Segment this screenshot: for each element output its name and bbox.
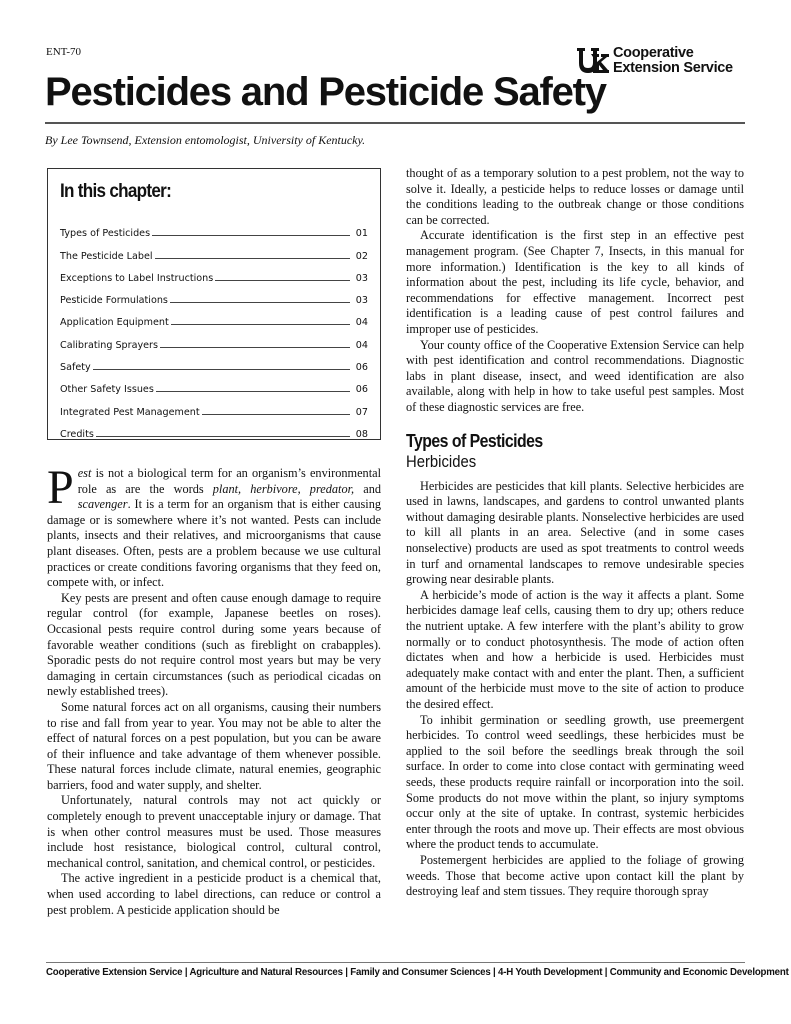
toc-item-label: Application Equipment bbox=[60, 317, 169, 329]
toc-item-label: Safety bbox=[60, 362, 91, 374]
toc-item-page: 07 bbox=[355, 406, 368, 418]
toc-item-page: 08 bbox=[355, 428, 368, 440]
term-pest: est bbox=[77, 466, 92, 480]
toc-heading: In this chapter: bbox=[60, 181, 172, 202]
footer-divider bbox=[46, 962, 745, 963]
toc-item-page: 04 bbox=[355, 317, 368, 329]
paragraph-key-pests: Key pests are present and often cause enough damage to require regular control (for example, Japanese beetles on roses). Occasional pests require control during some years because of favorable weather conditions (such as fireblight on crabapples). Sporadic pests do not require control most years but may be very damaging in certain circumstances (such as periodical cicadas on newly established trees). bbox=[47, 590, 381, 699]
toc-list bbox=[60, 217, 368, 440]
paragraph-county-office: Your county office of the Cooperative Extension Service can help with pest identification and control recommendations. Diagnostic labs in plant disease, insect, and weed identification are also available, along with help in how to take useful pest samples. Most of these diagnostic services are free. bbox=[406, 337, 744, 414]
intro-terms: plant, herbivore, predator, bbox=[212, 481, 355, 496]
toc-item-page: 04 bbox=[355, 339, 368, 351]
toc-leader-line bbox=[96, 436, 350, 437]
logo-text bbox=[613, 46, 733, 76]
toc-leader-line bbox=[215, 280, 350, 281]
toc-leader-line bbox=[155, 258, 350, 259]
toc-item-label: Integrated Pest Management bbox=[60, 406, 200, 418]
paragraph-preemergent: To inhibit germination or seedling growth, use preemergent herbicides. To control weed seedlings, these herbicides must be applied to the soil before the seedlings break through the soil surface. In order to come into close contact with germinating weed seeds, these products require rainfall or incorporation into the soil. Some products do not move within the plant, so injury symptoms occur only at the site of uptake. In contrast, systemic herbicides enter through the roots and move up. Their effects are most obvious where the product tends to accumulate. bbox=[406, 712, 744, 852]
paragraph-herbicides: Herbicides are pesticides that kill plants. Selective herbicides are used in lawns, landscapes, and gardens to control unwanted plants without damaging desirable plants. Nonselective herbicides are used to kill all plants in an area. Selective (and in some cases nonselective) products are used as spot treatments to control weeds in turf and ornamental landscapes to remove undesirable species growing near desirable plants. bbox=[406, 478, 744, 587]
section-heading-types: Types of Pesticides bbox=[406, 430, 543, 451]
toc-item-page: 06 bbox=[355, 384, 368, 396]
toc-item-page: 02 bbox=[355, 250, 368, 262]
paragraph-natural-controls: Unfortunately, natural controls may not act quickly or completely enough to prevent unacceptable injury or damage. That is when other control measures must be used. Those measures include host resistance, biological control, cultural control, mechanical control, sanitation, and chemical control, or pesticides. bbox=[47, 793, 381, 870]
toc-item-label: Other Safety Issues bbox=[60, 384, 154, 396]
intro-text-3: . It is a term for an organism that is either causing damage or is somewhere where it’s not wanted. Pests can include plants, insects and their relatives, and microorganisms that cause plant diseases. Often, pests are a problem because we use cultural practices or create conditions favoring organisms that they feed on, compete with, or infect. bbox=[47, 497, 381, 590]
paragraph-temporary-solution: thought of as a temporary solution to a pest problem, not the way to solve it. Ideally, a pesticide helps to reduce losses or damage until the conditions leading to the outbreak change or those conditions can be corrected. bbox=[406, 166, 744, 227]
toc-item bbox=[60, 418, 368, 440]
toc-item bbox=[60, 217, 368, 239]
subheading-herbicides: Herbicides bbox=[406, 453, 477, 472]
drop-cap: P bbox=[47, 461, 74, 514]
toc-leader-line bbox=[170, 302, 350, 303]
right-column bbox=[406, 166, 744, 900]
toc-leader-line bbox=[152, 235, 350, 236]
toc-item bbox=[60, 262, 368, 284]
document-id: ENT-70 bbox=[46, 46, 82, 58]
logo-line-1: Cooperative bbox=[613, 45, 694, 61]
toc-item bbox=[60, 395, 368, 417]
toc-item-page: 06 bbox=[355, 362, 368, 374]
author-byline: By Lee Townsend, Extension entomologist, University of Kentucky. bbox=[45, 133, 366, 147]
intro-text-1: is not a biological term for an organism’s environmental role as are the words bbox=[77, 466, 381, 496]
toc-item bbox=[60, 328, 368, 350]
toc-leader-line bbox=[171, 324, 350, 325]
toc-item bbox=[60, 284, 368, 306]
intro-text-2: and bbox=[354, 481, 381, 496]
chapter-contents-box bbox=[47, 168, 381, 440]
toc-item-page: 01 bbox=[355, 228, 368, 240]
page-title: Pesticides and Pesticide Safety bbox=[45, 70, 606, 114]
toc-item-label: Calibrating Sprayers bbox=[60, 339, 158, 351]
footer-text: Cooperative Extension Service | Agriculture and Natural Resources | Family and Consumer Sciences | 4-H Youth Development | Community and Economic Development bbox=[46, 967, 789, 978]
toc-item-label: Types of Pesticides bbox=[60, 228, 151, 240]
toc-item-label: Credits bbox=[60, 428, 94, 440]
toc-item bbox=[60, 306, 368, 328]
left-column bbox=[47, 461, 381, 918]
toc-item bbox=[60, 373, 368, 395]
toc-item-label: Exceptions to Label Instructions bbox=[60, 272, 214, 284]
paragraph-active-ingredient: The active ingredient in a pesticide product is a chemical that, when used according to label directions, can reduce or control a pest problem. A pesticide application should be bbox=[47, 871, 381, 917]
toc-item-label: The Pesticide Label bbox=[60, 250, 153, 262]
paragraph-natural-forces: Some natural forces act on all organisms, causing their numbers to rise and fall from year to year. You may not be able to alter the effect of natural forces on a pest population, but you can be aware of their influence and take advantage of them whenever possible. These natural forces include climate, natural enemies, geographic barriers, food and water supply, and shelter. bbox=[47, 699, 381, 792]
paragraph-identification: Accurate identification is the first step in an effective pest management program. (See Chapter 7, Insects, in this manual for more information.) Identification is the key to all kinds of information about the pest, including its life cycle, behavior, and recommendations for effective management. Incorrect pest identification is a leading cause of pest control failures and improper use of pesticides. bbox=[406, 228, 744, 336]
toc-leader-line bbox=[160, 347, 350, 348]
toc-leader-line bbox=[156, 391, 350, 392]
toc-item bbox=[60, 351, 368, 373]
logo-line-2: Extension Service bbox=[613, 60, 733, 76]
intro-paragraph bbox=[47, 461, 381, 591]
toc-item bbox=[60, 239, 368, 261]
toc-item-label: Pesticide Formulations bbox=[60, 295, 168, 307]
toc-leader-line bbox=[202, 414, 350, 415]
paragraph-mode-of-action: A herbicide’s mode of action is the way it affects a plant. Some herbicides damage leaf cells, causing them to dry up; others reduce the nutrient uptake. A few interfere with the plant’s ability to grow normally or to conduct photosynthesis. The mode of action often dictates when and how a herbicide is used. Herbicides must adequately make contact with and enter the plant. Then, a sufficient amount of the herbicide must move to the site of action to produce the desired effect. bbox=[406, 587, 744, 711]
title-divider bbox=[45, 122, 745, 124]
term-scavenger: scavenger bbox=[77, 497, 128, 512]
toc-item-page: 03 bbox=[355, 272, 368, 284]
toc-leader-line bbox=[93, 369, 350, 370]
toc-item-page: 03 bbox=[355, 295, 368, 307]
paragraph-postemergent: Postemergent herbicides are applied to the foliage of growing weeds. Those that become active upon contact kill the plant by destroying leaf and stem tissues. They require thorough spray bbox=[406, 852, 744, 899]
